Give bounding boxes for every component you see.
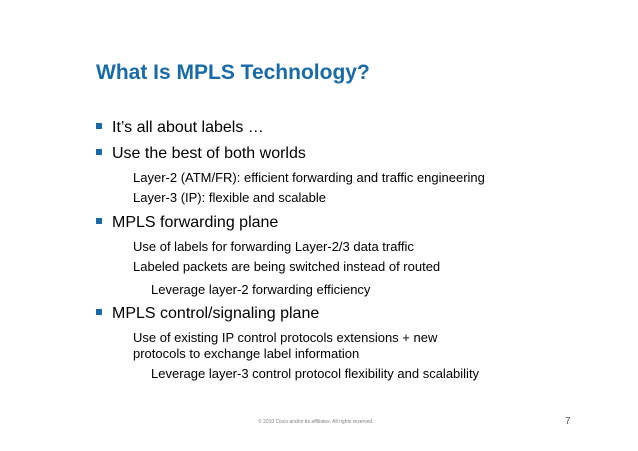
slide-title: What Is MPLS Technology? — [96, 61, 370, 84]
bullet-2 — [96, 145, 306, 163]
bullet-4-sub-2: protocols to exchange label information — [133, 346, 360, 361]
bullet-4-text: MPLS control/signaling plane — [112, 305, 320, 322]
copyright-footer: © 2010 Cisco and/or its affiliates. All rights reserved. — [258, 419, 374, 425]
bullet-3-text: MPLS forwarding plane — [112, 214, 279, 231]
bullet-4 — [96, 305, 319, 323]
bullet-2-text: Use the best of both worlds — [112, 145, 306, 162]
bullet-1-text: It’s all about labels … — [112, 119, 264, 136]
page-number: 7 — [565, 416, 571, 427]
bullet-3-sub-2: Labeled packets are being switched instead of routed — [133, 259, 441, 274]
bullet-square-icon — [96, 309, 102, 315]
bullet-1 — [96, 119, 264, 137]
bullet-2-sub-2: Layer-3 (IP): flexible and scalable — [133, 190, 326, 205]
bullet-4-subsub-1: Leverage layer-3 control protocol flexibility and scalability — [151, 366, 480, 381]
bullet-3-subsub-1: Leverage layer-2 forwarding efficiency — [151, 282, 371, 297]
bullet-3-sub-1: Use of labels for forwarding Layer-2/3 data traffic — [133, 239, 414, 254]
bullet-square-icon — [96, 218, 102, 224]
bullet-4-sub-1: Use of existing IP control protocols extensions + new — [133, 330, 438, 345]
bullet-2-sub-1: Layer-2 (ATM/FR): efficient forwarding and traffic engineering — [133, 170, 485, 185]
bullet-3 — [96, 214, 278, 232]
bullet-square-icon — [96, 123, 102, 129]
bullet-square-icon — [96, 149, 102, 155]
